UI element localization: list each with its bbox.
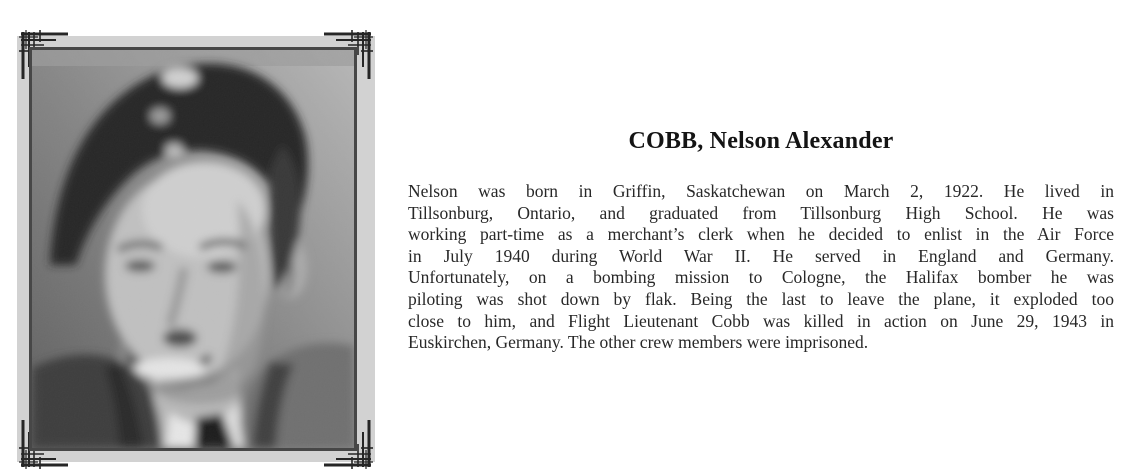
biography-paragraph [408, 181, 1114, 354]
photo-frame [17, 36, 375, 462]
film-grain-overlay [32, 50, 354, 448]
biography-line: piloting was shot down by flak. Being the last to leave the plane, it exploded too [408, 288, 1114, 309]
biography-line: Euskirchen, Germany. The other crew members were imprisoned. [408, 332, 869, 353]
portrait-photo [29, 47, 357, 451]
biography-line: Unfortunately, on a bombing mission to Cologne, the Halifax bomber he was [408, 267, 1114, 288]
biography-line: Nelson was born in Griffin, Saskatchewan on March 2, 1922. He lived in [408, 181, 1114, 201]
biography-line: close to him, and Flight Lieutenant Cobb was killed in action on June 29, 1943 in [408, 310, 1114, 331]
biography-line: working part-time as a merchant’s clerk when he decided to enlist in the Air Force [408, 224, 1114, 245]
biography-line: in July 1940 during World War II. He served in England and Germany. [408, 245, 1114, 266]
biography-line: Tillsonburg, Ontario, and graduated from Tillsonburg High School. He was [408, 202, 1114, 223]
airman-portrait-image [32, 50, 354, 448]
memorial-title: COBB, Nelson Alexander [628, 128, 894, 154]
biography-section [408, 128, 1114, 354]
